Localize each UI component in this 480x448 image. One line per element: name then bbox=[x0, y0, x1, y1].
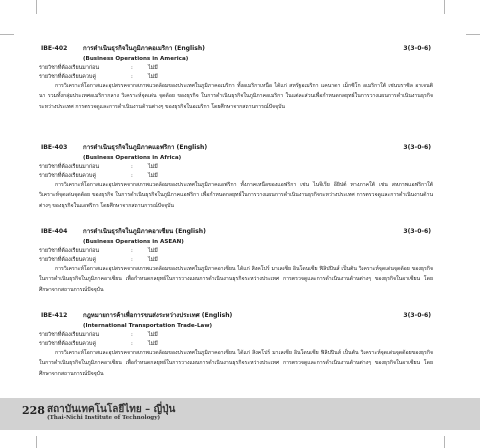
prerequisite-row bbox=[39, 247, 431, 256]
course-code: IBE-403 bbox=[41, 144, 68, 151]
crop-mark-top-left-v bbox=[36, 0, 37, 14]
prerequisite-label: รายวิชาที่ต้องเรียนมาก่อน bbox=[39, 332, 100, 338]
course-code: IBE-404 bbox=[41, 228, 68, 235]
course-ibe-412 bbox=[41, 310, 431, 379]
course-ibe-403 bbox=[41, 142, 431, 211]
corequisite-value: ไม่มี bbox=[148, 340, 158, 347]
crop-mark-top-right-h bbox=[466, 34, 480, 35]
prerequisite-label: รายวิชาที่ต้องเรียนมาก่อน bbox=[39, 65, 100, 71]
course-header bbox=[41, 226, 431, 237]
corequisite-row bbox=[39, 73, 431, 82]
prerequisite-row bbox=[39, 163, 431, 172]
page-number: 228 bbox=[22, 404, 45, 417]
course-description: การวิเคราะห์โอกาสและอุปสรรคจากสภาพแวดล้อมของประเทศในภูมิภาคอาเซียน ได้แก่ สิงคโปร์ มาเลเซีย อินโดนเซีย ฟิลิปปินส์ เป็นต้น วิเคราะห์จุดเด่นจุดด้อยของธุรกิจ ในการดำเนินธุรกิจในภูมิภาคอาเซียน เพื่อกำหนดกลยุทธ์ในการวางแผนการดำเนินงานธุรกิจระหว่างประเทศ การตรวจดูและการดำเนินงานด้านต่างๆ ของธุรกิจในอาเซียน โดยศึกษาจากสถานการณ์ปัจจุบัน bbox=[39, 350, 433, 377]
corequisite-row bbox=[39, 256, 431, 265]
crop-mark-bottom-left-v bbox=[36, 436, 37, 448]
course-title-th: กฎหมายการค้าเพื่อการขนส่งระหว่างประเทศ (English) bbox=[83, 312, 233, 319]
colon-separator: : bbox=[131, 164, 133, 170]
crop-mark-top-left-h bbox=[0, 34, 14, 35]
course-credits: 3(3-0-6) bbox=[403, 45, 431, 52]
crop-mark-top-right-v bbox=[444, 0, 445, 14]
course-title-en: (Business Operations in America) bbox=[83, 56, 189, 62]
course-title-th: การดำเนินธุรกิจในภูมิภาคแอฟริกา (English) bbox=[83, 144, 208, 151]
corequisite-label: รายวิชาที่ต้องเรียนควบคู่ bbox=[39, 256, 96, 263]
corequisite-value: ไม่มี bbox=[148, 172, 158, 179]
institute-name bbox=[47, 404, 175, 422]
course-credits: 3(3-0-6) bbox=[403, 228, 431, 235]
corequisite-label: รายวิชาที่ต้องเรียนควบคู่ bbox=[39, 172, 96, 179]
colon-separator: : bbox=[131, 332, 133, 338]
course-description: การวิเคราะห์โอกาสและอุปสรรคจากสภาพแวดล้อมของประเทศในภูมิภาคอเมริกา ทั้งอเมริกาเหนือ ได้แก่ สหรัฐอเมริกา แคนาดา เม็กซิโก อเมริกาใต้ เช่นบราซิล อาเจนตินา รวมทั้งกลุ่มประเทศอเมริกากลาง วิเคราะห์จุดเด่น จุดด้อย ของธุรกิจ ในการดำเนินธุรกิจในภูมิภาคอเมริกา ในแต่ละส่วนเพื่อกำหนดกลยุทธ์ในการวางแผนการดำเนินงานธุรกิจระหว่างประเทศ การตรวจดูและการดำเนินงานด้านต่างๆ ของธุรกิจในอเมริกา โดยศึกษาจากสถานการณ์ปัจจุบัน bbox=[39, 83, 433, 110]
corequisite-row bbox=[39, 172, 431, 181]
course-header bbox=[41, 43, 431, 54]
course-title-en: (International Transportation Trade-Law) bbox=[83, 323, 213, 329]
prerequisite-value: ไม่มี bbox=[148, 164, 158, 170]
colon-separator: : bbox=[131, 65, 133, 71]
course-title-en: (Business Operations in ASEAN) bbox=[83, 239, 184, 245]
corequisite-label: รายวิชาที่ต้องเรียนควบคู่ bbox=[39, 340, 96, 347]
prerequisite-value: ไม่มี bbox=[148, 332, 158, 338]
corequisite-row bbox=[39, 340, 431, 349]
colon-separator: : bbox=[131, 256, 133, 263]
course-credits: 3(3-0-6) bbox=[403, 312, 431, 319]
corequisite-value: ไม่มี bbox=[148, 256, 158, 263]
prerequisite-label: รายวิชาที่ต้องเรียนมาก่อน bbox=[39, 248, 100, 254]
colon-separator: : bbox=[131, 340, 133, 347]
prerequisite-label: รายวิชาที่ต้องเรียนมาก่อน bbox=[39, 164, 100, 170]
prerequisite-value: ไม่มี bbox=[148, 65, 158, 71]
course-credits: 3(3-0-6) bbox=[403, 144, 431, 151]
course-ibe-402 bbox=[41, 43, 431, 112]
colon-separator: : bbox=[131, 73, 133, 80]
course-title-th: การดำเนินธุรกิจในภูมิภาคอาเซียน (English) bbox=[83, 228, 206, 235]
course-header bbox=[41, 142, 431, 153]
corequisite-label: รายวิชาที่ต้องเรียนควบคู่ bbox=[39, 73, 96, 80]
colon-separator: : bbox=[131, 172, 133, 179]
course-description: การวิเคราะห์โอกาสและอุปสรรคจากสภาพแวดล้อมของประเทศในภูมิภาคอาเซียน ได้แก่ สิงคโปร์ มาเลเซีย อินโดนเซีย ฟิลิปปินส์ เป็นต้น วิเคราะห์จุดเด่นจุดด้อย ของธุรกิจ ในการดำเนินธุรกิจในภูมิภาคอาเซียน เพื่อกำหนดกลยุทธ์ในการวางแผนการดำเนินงานธุรกิจระหว่างประเทศ การตรวจดูและการดำเนินงานด้านต่างๆ ของธุรกิจในอาเซียน โดยศึกษาจากสถานการณ์ปัจจุบัน bbox=[39, 266, 433, 293]
course-code: IBE-412 bbox=[41, 312, 68, 319]
course-title-th: การดำเนินธุรกิจในภูมิภาคอเมริกา (English) bbox=[83, 45, 205, 52]
course-description: การวิเคราะห์โอกาสและอุปสรรคจากสภาพแวดล้อมของประเทศในภูมิภาคแอฟริกา ทั้งภาคเหนือของแอฟริกา เช่น ไนจีเรีย อียิปต์ ทางภาคใต้ เช่น สหภาพแอฟริกาใต้ วิเคราะห์จุดเด่นจุดด้อย ของธุรกิจ ในการดำเนินธุรกิจในภูมิภาคแอฟริกา เพื่อกำหนดกลยุทธ์ในการวางแผนการดำเนินงานธุรกิจระหว่างประเทศ การตรวจดูและการดำเนินงานด้านต่างๆ ของธุรกิจในแอฟริกา โดยศึกษาจากสถานการณ์ปัจจุบัน bbox=[39, 182, 433, 209]
course-ibe-404 bbox=[41, 226, 431, 295]
prerequisite-value: ไม่มี bbox=[148, 248, 158, 254]
corequisite-value: ไม่มี bbox=[148, 73, 158, 80]
course-title-en: (Business Operations in Africa) bbox=[83, 155, 182, 161]
institute-name-en: (Thai-Nichi Institute of Technology) bbox=[47, 415, 161, 421]
institute-name-th: สถาบันเทคโนโลยีไทย – ญี่ปุ่น bbox=[47, 404, 176, 415]
course-header bbox=[41, 310, 431, 321]
course-code: IBE-402 bbox=[41, 45, 68, 52]
prerequisite-row bbox=[39, 64, 431, 73]
colon-separator: : bbox=[131, 248, 133, 254]
crop-mark-bottom-right-v bbox=[444, 436, 445, 448]
prerequisite-row bbox=[39, 331, 431, 340]
